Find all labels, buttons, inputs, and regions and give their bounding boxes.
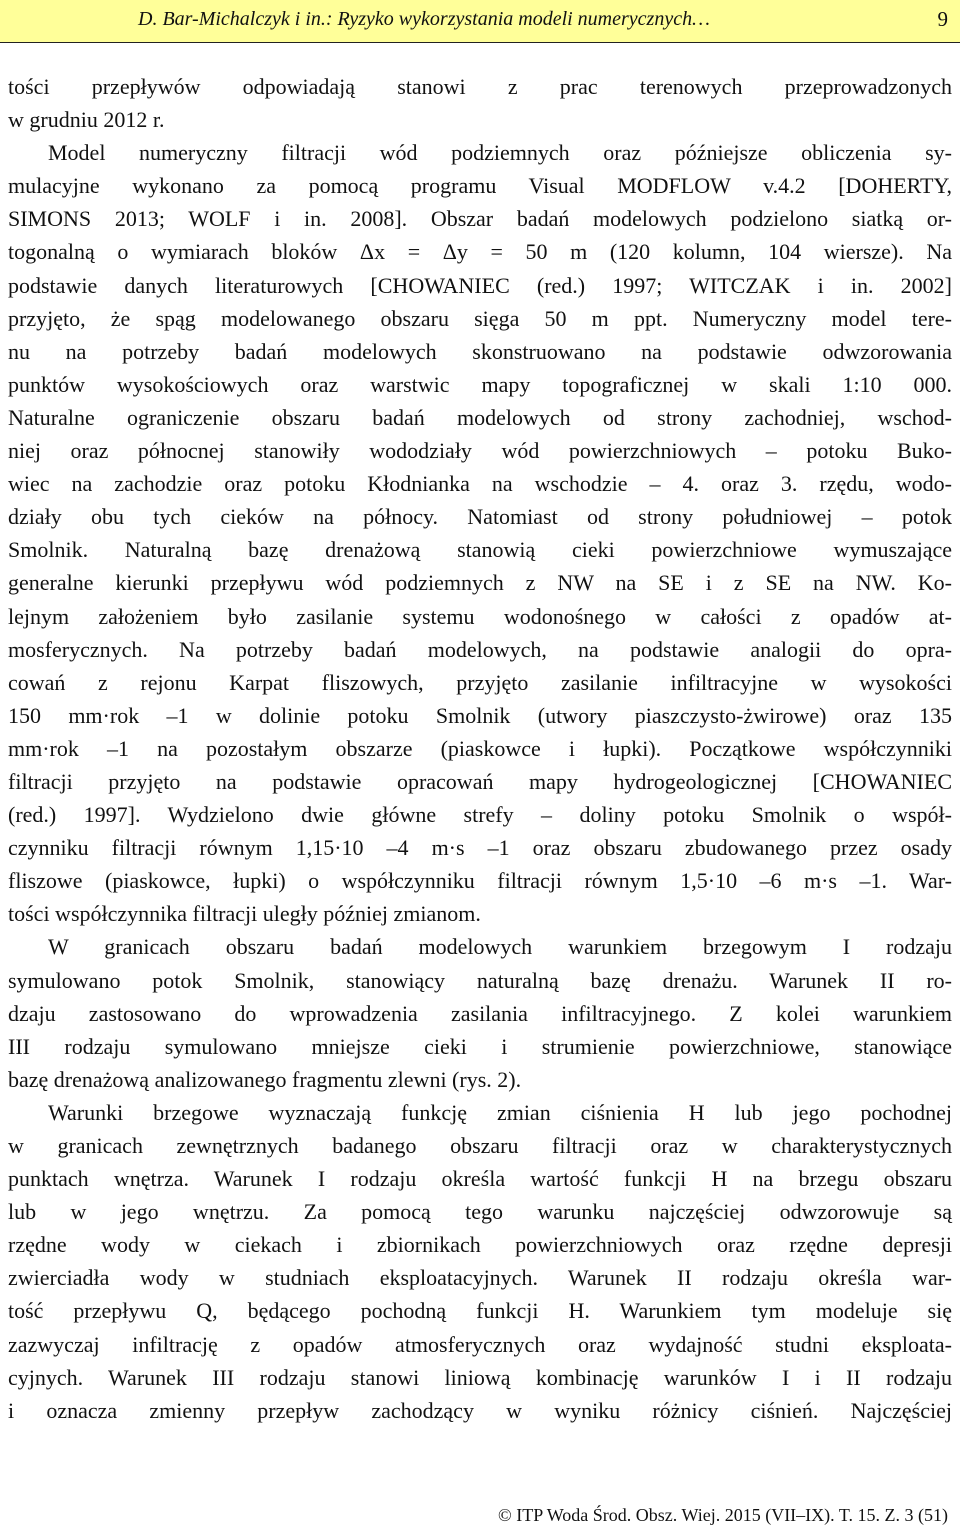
text-line: tości współczynnika filtracji uległy później zmianom. [8, 901, 481, 927]
text-line: 150 mm·rok –1 w dolinie potoku Smolnik (utwory piaszczysto-żwirowe) oraz 135 [8, 702, 952, 728]
text-line: mosferycznych. Na potrzeby badań modelowych, na podstawie analogii do opra- [8, 636, 952, 662]
text-line: zwierciadła wody w studniach eksploatacyjnych. Warunek II rodzaju określa war- [8, 1265, 952, 1291]
text-line: w granicach zewnętrznych badanego obszaru filtracji oraz w charakterystycznych [8, 1133, 952, 1158]
text-line: lub w jego wnętrzu. Za pomocą tego warunku najczęściej odwzorowuje są [8, 1199, 952, 1225]
text-line: generalne kierunki przepływu wód podziemnych z NW na SE i z SE na NW. Ko- [8, 570, 952, 596]
text-line: działy obu tych cieków na północy. Natomiast od strony południowej – potok [8, 504, 952, 530]
article-body [8, 70, 952, 1427]
text-line: czynniku filtracji równym 1,15·10 –4 m·s –1 oraz obszaru zbudowanego przez osady [8, 835, 952, 861]
running-title: D. Bar-Michalczyk i in.: Ryzyko wykorzystania modeli numerycznych… [138, 8, 710, 30]
text-line: Naturalne ograniczenie obszaru badań modelowych od strony zachodniej, wschod- [8, 404, 952, 430]
text-line: filtracji przyjęto na podstawie opracowań mapy hydrogeologicznej [CHOWANIEC [8, 768, 952, 794]
text-line: cowań z rejonu Karpat fliszowych, przyjęto zasilanie infiltracyjne w wysokości [8, 669, 952, 695]
running-header [0, 0, 960, 43]
journal-citation: © ITP Woda Środ. Obsz. Wiej. 2015 (VII–IX). T. 15. Z. 3 (51) [498, 1505, 948, 1525]
text-line: podstawie danych literaturowych [CHOWANIEC (red.) 1997; WITCZAK i in. 2002] [8, 272, 952, 298]
text-line: dzaju zastosowano do wprowadzenia zasilania infiltracyjnego. Z kolei warunkiem [8, 1000, 952, 1026]
text-line: III rodzaju symulowano mniejsze cieki i strumienie powierzchniowe, stanowiące [8, 1033, 952, 1059]
text-line: punktach wnętrza. Warunek I rodzaju określa wartość funkcji H na brzegu obszaru [8, 1166, 952, 1192]
text-line: W granicach obszaru badań modelowych warunkiem brzegowym I rodzaju [48, 934, 952, 960]
text-line: fliszowe (piaskowce, łupki) o współczynniku filtracji równym 1,5·10 –6 m·s –1. War- [8, 868, 952, 894]
text-line: lejnym założeniem było zasilanie systemu wodonośnego w całości z opadów at- [8, 603, 952, 629]
text-line: togonalną o wymiarach bloków Δx = Δy = 50 m (120 kolumn, 104 wiersze). Na [8, 239, 952, 265]
page-number: 9 [937, 7, 948, 31]
text-line: tości przepływów odpowiadają stanowi z prac terenowych przeprowadzonych [8, 74, 952, 99]
text-line: przyjęto, że spąg modelowanego obszaru sięga 50 m ppt. Numeryczny model tere- [8, 305, 952, 331]
text-line: i oznacza zmienny przepływ zachodzący w wyniku różnicy ciśnień. Najczęściej [8, 1397, 952, 1423]
text-line: (red.) 1997]. Wydzielono dwie główne strefy – doliny potoku Smolnik o współ- [8, 802, 952, 828]
text-line: mulacyjne wykonano za pomocą programu Visual MODFLOW v.4.2 [DOHERTY, [8, 173, 952, 199]
text-line: rzędne wody w ciekach i zbiornikach powierzchniowych oraz rzędne depresji [8, 1232, 952, 1258]
text-line: punktów wysokościowych oraz warstwic mapy topograficznej w skali 1:10 000. [8, 371, 952, 397]
text-line: bazę drenażową analizowanego fragmentu zlewni (rys. 2). [8, 1066, 522, 1092]
text-line: w grudniu 2012 r. [8, 107, 165, 133]
text-line: SIMONS 2013; WOLF i in. 2008]. Obszar badań modelowych podzielono siatką or- [8, 206, 952, 232]
text-line: cyjnych. Warunek III rodzaju stanowi liniową kombinację warunków I i II rodzaju [8, 1364, 952, 1390]
text-line: tość przepływu Q, będącego pochodną funkcji H. Warunkiem tym modeluje się [8, 1298, 952, 1324]
text-line: Smolnik. Naturalną bazę drenażową stanowią cieki powierzchniowe wymuszające [8, 537, 952, 563]
text-line: wiec na zachodzie oraz potoku Kłodnianka na wschodzie – 4. oraz 3. rzędu, wodo- [8, 471, 952, 497]
text-line: mm·rok –1 na pozostałym obszarze (piaskowce i łupki). Początkowe współczynniki [8, 735, 952, 761]
text-line: niej oraz północnej stanowiły wododziały wód powierzchniowych – potoku Buko- [8, 438, 952, 464]
text-line: Warunki brzegowe wyznaczają funkcję zmian ciśnienia H lub jego pochodnej [48, 1099, 952, 1125]
text-line: nu na potrzeby badań modelowych skonstruowano na podstawie odwzorowania [8, 338, 952, 364]
text-line: Model numeryczny filtracji wód podziemnych oraz późniejsze obliczenia sy- [48, 140, 952, 166]
text-line: zazwyczaj infiltrację z opadów atmosferycznych oraz wydajność studni eksploata- [8, 1331, 952, 1357]
text-line: symulowano potok Smolnik, stanowiący naturalną bazę drenażu. Warunek II ro- [8, 967, 952, 993]
